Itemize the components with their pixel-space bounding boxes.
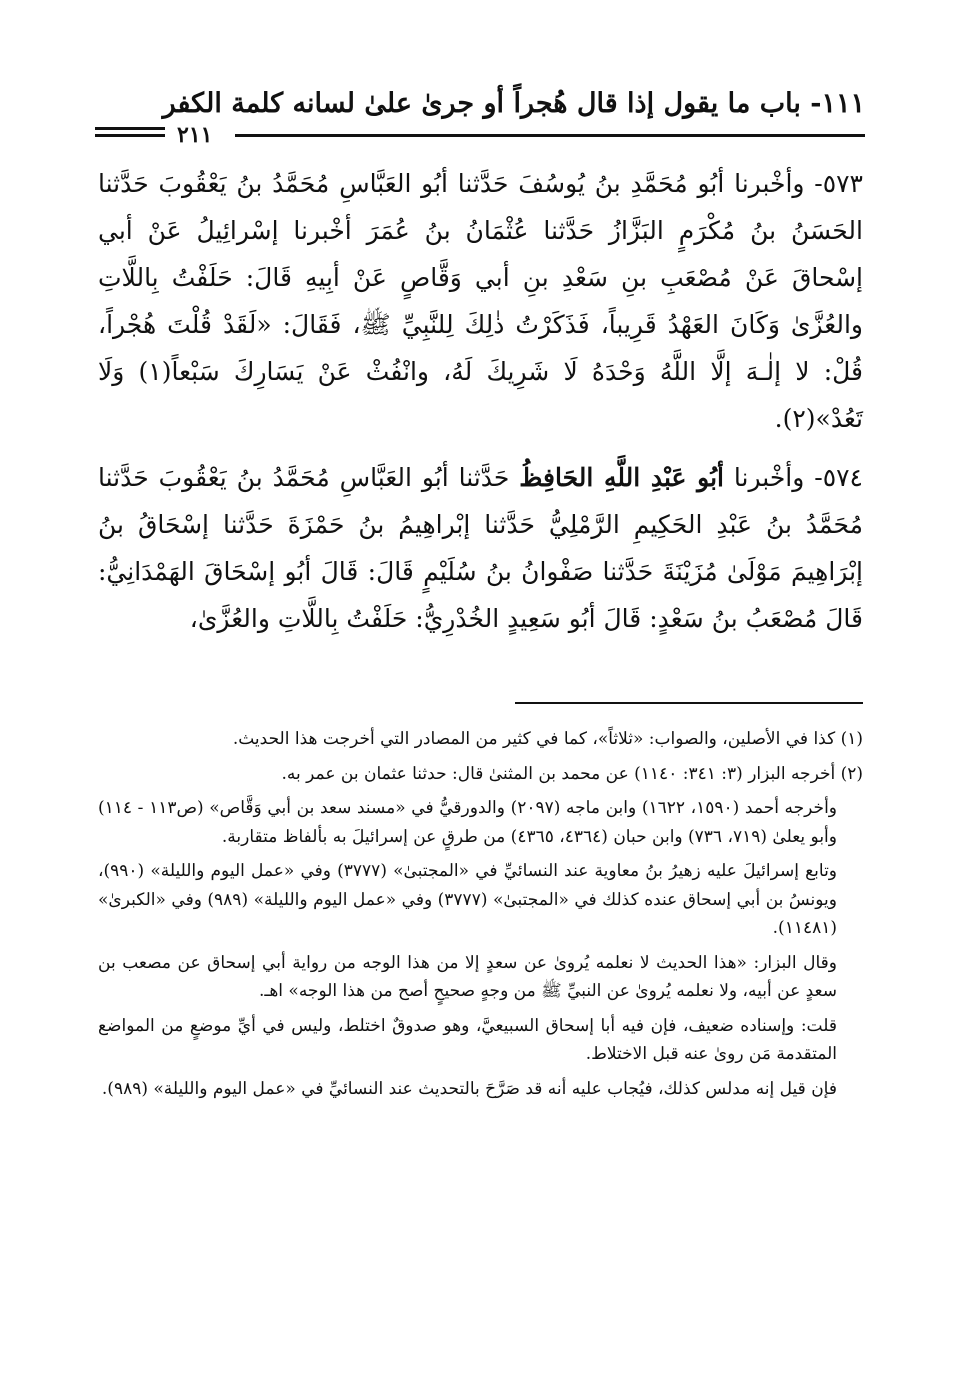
- footnote-paragraph: وأخرجه أحمد (١٥٩٠، ١٦٢٢) وابن ماجه (٢٠٩٧) والدورقيُّ في «مسند سعد بن أبي وَقَّاص» (ص١١٣ - ١١٤) وأبو يعلىٰ (٧١٩، ٧٣٦) وابن حبان (٤٣٦٤، ٤٣٦٥) من طرقٍ عن إسرائيلَ به بألفاظ متقاربة.: [98, 798, 837, 847]
- footnote-divider: [515, 702, 863, 704]
- footnote-1: (١) كذا في الأصلين، والصواب: «ثلاثاً»، كما في كثير من المصادر التي أخرجت هذا الحديث.: [232, 729, 863, 749]
- header-underline: [235, 134, 865, 137]
- footnote-paragraph: فإن قيل إنه مدلس كذلك، فيُجاب عليه أنه قد صَرَّحَ بالتحديث عند النسائيِّ في «عمل اليوم والليلة» (٩٨٩).: [101, 1078, 837, 1099]
- page-number: ٢١١: [177, 122, 213, 148]
- hadith-574-rest: حَدَّثنا أبُو العَبَّاسِ مُحَمَّدُ بنُ يَعْقُوبَ حَدَّثنا مُحَمَّدُ بنُ عَبْدِ الحَكِيمِ الرَّمْلِيُّ حَدَّثنا إبْراهِيمُ بنُ حَمْزَةَ حَدَّثنا إسْحَاقُ بنُ إبْرَاهِيمَ مَوْلَىٰ مُزَيْنَةَ حَدَّثنا صَفْوانُ بنُ سُلَيْمٍ قَالَ: قَالَ أبُو إسْحَاقَ الهَمْدَانِيُّ: قَالَ مُصْعَبُ بنُ سَعْدٍ: قَالَ أبُو سَعِيدٍ الخُدْرِيُّ: حَلَفْتُ بِاللَّاتِ والعُزَّىٰ،: [98, 463, 863, 633]
- hadith-574-prefix: ٥٧٤- وأخْبرنا: [733, 463, 863, 492]
- page-header: [95, 82, 865, 148]
- footnote-paragraph: وتابع إسرائيلَ عليه زهيرُ بنُ معاوية عند النسائيِّ في «المجتبىٰ» (٣٧٧٧) وفي «عمل اليوم والليلة» (٩٩٠)، ويونسُ بن أبي إسحاق عنده كذلك في «المجتبىٰ» (٣٧٧٧) وفي «عمل اليوم والليلة» (٩٨٩) وفي «الكبرىٰ» (١١٤٨١).: [98, 861, 838, 938]
- footnotes: [98, 725, 863, 1109]
- chapter-title: ١١١- باب ما يقول إذا قال هُجراً أو جرىٰ علىٰ لسانه كلمة الكفر: [162, 88, 865, 119]
- footnote-paragraph: قلت: وإسناده ضعيف، فإن فيه أبا إسحاق السبيعيَّ، وهو صدوقٌ اختلط، وليس في أيِّ موضعٍ من المواضع المتقدمة مَن روىٰ عنه قبل الاختلاط.: [98, 1015, 837, 1064]
- hadith-573: ٥٧٣- وأخْبرنا أبُو مُحَمَّدِ بنُ يُوسُفَ حَدَّثنا أبُو العَبَّاسِ مُحَمَّدُ بنُ يَعْقُوبَ حَدَّثنا الحَسَنُ بنُ مُكْرَمٍ البَزَّازُ حَدَّثنا عُثْمَانُ بنُ عُمَرَ أخْبرنا إسْرائِيلُ عَنْ أبي إسْحاقَ عَنْ مُصْعَبِ بنِ سَعْدِ بنِ أبي وَقَّاصٍ عَنْ أبِيهِ قَالَ: حَلَفْتُ بِاللَّاتِ والعُزَّىٰ وَكَانَ العَهْدُ قَرِيباً، فَذَكَرْتُ ذٰلِكَ لِلنَّبِيِّ ﷺ، فَقَالَ: «لَقَدْ قُلْتَ هُجْراً، قُلْ: لا إلٰـهَ إلَّا اللَّهُ وَحْدَهُ لَا شَرِيكَ لَهُ، وانْفُثْ عَنْ يَسَارِكَ سَبْعاً(١) وَلَا تَعُدْ»(٢).: [98, 169, 864, 433]
- header-double-rule: [95, 127, 165, 137]
- narrator-name-bold: أبُو عَبْدِ اللَّهِ الحَافِظُ: [519, 463, 724, 492]
- hadith-574: [98, 454, 863, 642]
- footnote-paragraph: وقال البزار: «هذا الحديث لا نعلمه يُروىٰ عن سعدٍ إلا من هذا الوجه من رواية أبي إسحاق عن مصعب بن سعدٍ عن أبيه، ولا نعلمه يُروىٰ عن النبيِّ ﷺ من وجهٍ صحيحٍ أصح من هذا الوجه» اهـ.: [98, 952, 837, 1001]
- main-text: [98, 160, 863, 642]
- footnote-2: (٢) أخرجه البزار (٣: ٣٤١: ١١٤٠) عن محمد بن المثنىٰ قال: حدثنا عثمان بن عمر به.: [281, 763, 863, 784]
